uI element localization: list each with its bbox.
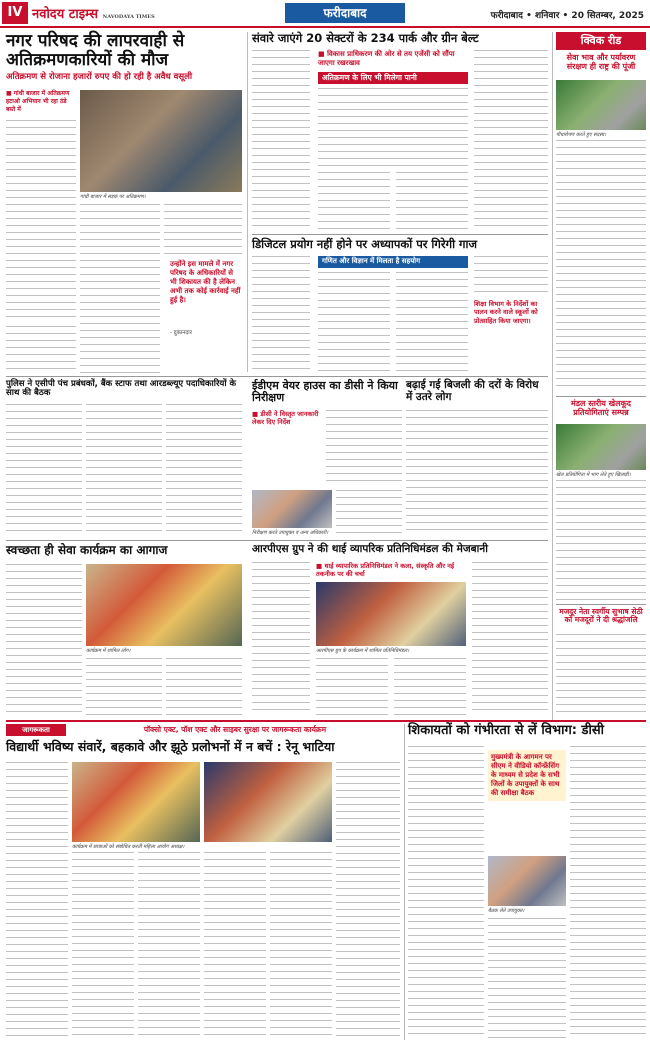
story8-body-col1 [252, 562, 310, 716]
story2-highlight-box: अतिक्रमण के लिए भी मिलेगा पानी [318, 72, 468, 84]
story2-body-col2 [318, 88, 468, 168]
story1-kicker: ■ गांधी बाजार में अतिक्रमण हटाओ अभियान भी रहा ठंडे बस्ते में [6, 90, 76, 113]
story9-photo-caption: कार्यक्रम में छात्राओं को संबोधित करती महिला आयोग अध्यक्ष। [72, 844, 185, 850]
divider [252, 234, 548, 235]
sidebar-story1-headline: सेवा भाव और पर्यावरण संरक्षण ही राष्ट्र की पूंजी [566, 53, 636, 71]
sidebar-story2-headline: मंडल स्तरीय खेलकूद प्रतियोगिताएं सम्पन्न [570, 399, 632, 417]
sidebar-story1-photo [556, 80, 646, 130]
story3-body-col1 [252, 256, 310, 372]
story7-body-col3 [166, 658, 242, 716]
story1-body-col2 [80, 204, 160, 374]
story1-quote: उन्होंने इस मामले में नगर परिषद के अधिकारियों से भी शिकायत की है लेकिन अभी तक कोई कार्रवाई नहीं हुई है। [170, 260, 241, 305]
story3-body-col3 [396, 272, 468, 372]
story1-subhead: अतिक्रमण से रोजाना हजारों रुपए की हो रही है अवैध वसूली [6, 72, 193, 82]
story8-body-col4 [472, 562, 548, 716]
divider [247, 32, 248, 372]
story10-body-col2 [488, 918, 566, 1038]
story1-headline: नगर परिषद की लापरवाही से अतिक्रमणकारियों की मौज [6, 31, 185, 70]
story1-body-col1 [6, 120, 76, 320]
story9-body-col5 [270, 852, 332, 1038]
divider [556, 604, 646, 605]
story6-headline: बढ़ाई गई बिजली की दरों के विरोध में उतरे लोग [406, 379, 539, 403]
bottom-label: जागरूकता [6, 724, 66, 736]
story4-headline: पुलिस ने एसीपी पंच प्रबंधकों, बैंक स्टाफ तथा आरडब्ल्यूए पदाधिकारियों के साथ की बैठक [6, 379, 237, 399]
story1-body-col1b [6, 326, 76, 374]
story9-headline: विद्यार्थी भविष्य संवारें, बहकावे और झूठे प्रलोभनों में न बचें : रेनू भाटिया [6, 739, 335, 754]
sidebar-story2-photo [556, 424, 646, 470]
brand-logo [32, 4, 155, 22]
story3-headline: डिजिटल प्रयोग नहीं होने पर अध्यापकों पर गिरेगी गाज [252, 237, 478, 251]
story10-body-col3 [570, 746, 646, 1038]
story7-photo-caption: कार्यक्रम में शामिल लोग। [86, 648, 131, 654]
story5-headline: ईडीएम वेयर हाउस का डीसी ने किया निरीक्षण [252, 379, 398, 405]
story3-subhead: गणित और विज्ञान में मिलता है सहयोग [318, 256, 468, 268]
sidebar-story3-headline: मजदूर नेता स्वर्गीय सुभाष सेठी को मजदूरों ने दी श्रद्धांजलि [559, 607, 643, 625]
story9-body-col4 [204, 852, 266, 1038]
story7-headline: स्वच्छता ही सेवा कार्यक्रम का आगाज [6, 543, 168, 557]
page-number: IV [2, 2, 28, 24]
story4-body-col1 [6, 404, 82, 536]
story10-quote: मुख्यमंत्री के आगमन पर सीएम ने वीडियो कॉन्फ्रेंसिंग के माध्यम से प्रदेश के सभी जिलों के उपायुक्तों के साथ की समीक्षा बैठक [488, 750, 566, 801]
story8-kicker: ■ थाई व्यापारिक प्रतिनिधिमंडल ने कला, संस्कृति और नई तकनीक पर की चर्चा [316, 562, 466, 579]
story10-photo [488, 856, 566, 906]
story4-body-col2 [86, 404, 162, 536]
story2-body-col4 [396, 172, 468, 230]
story10-photo-caption: बैठक लेते उपायुक्त। [488, 908, 525, 914]
story7-photo [86, 564, 242, 646]
story1-photo [80, 90, 242, 192]
story3-body-col2 [318, 272, 390, 372]
story5-body-col2 [336, 490, 402, 536]
story9-body-col1 [6, 762, 68, 1038]
story5-body-col1 [326, 410, 402, 486]
story4-body-col3 [166, 404, 242, 536]
divider [556, 396, 646, 397]
story7-body-col1 [6, 564, 82, 716]
story9-body-col3 [138, 852, 200, 1038]
edition-label: फरीदाबाद [285, 3, 405, 23]
story8-body-col2 [316, 658, 388, 716]
story10-body-col1 [408, 746, 484, 1038]
story6-body [406, 410, 548, 536]
story8-headline: आरपीएस ग्रुप ने की थाई व्यापरिक प्रतिनिधिमंडल की मेजबानी [252, 543, 488, 555]
sidebar-header: क्विक रीड [556, 32, 646, 50]
story9-photo [72, 762, 200, 842]
sidebar-story1-body [556, 140, 646, 392]
sidebar-story2-caption: खेल प्रतियोगिता में भाग लेते हुए खिलाड़ी। [556, 472, 631, 478]
story2-headline: संवारे जाएंगे 20 सेक्टरों के 234 पार्क और ग्रीन बेल्ट [252, 31, 479, 45]
story9-body-col6 [336, 762, 400, 1038]
dateline: फरीदाबाद • शनिवार • 20 सितम्बर, 2025 [490, 11, 644, 21]
divider [552, 32, 553, 720]
story5-kicker: ■ डीसी ने विस्तृत जानकारी लेकर दिए निर्देश [252, 410, 322, 427]
story2-body-col5 [474, 50, 548, 230]
story1-photo-caption: गांधी बाजार में सड़क पर अतिक्रमण। [80, 194, 146, 200]
sidebar-story2-body [556, 480, 646, 600]
story9-photo2 [204, 762, 332, 842]
brand-name-small: NAVODAYA TIMES [102, 14, 155, 20]
brand-name: नवोदय टाइम्स [32, 7, 99, 22]
story1-quote-by: - दुकानदार [170, 330, 192, 336]
story8-photo-caption: आरपीएस ग्रुप के कार्यक्रम में शामिल प्रतिनिधिमंडल। [316, 648, 410, 654]
story5-photo [252, 490, 332, 528]
story5-photo-caption: निरीक्षण करते उपायुक्त व अन्य अधिकारी। [252, 530, 329, 536]
story2-subhead: ■ विकास प्राधिकरण की ओर से तय एजेंसी को सौंपा जाएगा रखरखाव [318, 50, 468, 68]
story2-body-col3 [318, 172, 390, 230]
story8-photo [316, 582, 466, 646]
divider [6, 540, 548, 541]
story8-body-col3 [394, 658, 466, 716]
story10-headline: शिकायतों को गंभीरता से लें विभाग: डीसी [408, 723, 604, 738]
sidebar-story1-caption: पौधारोपण करते हुए सदस्य। [556, 132, 606, 138]
story9-body-col2 [72, 852, 134, 1038]
story7-body-col2 [86, 658, 162, 716]
story2-body-col1 [252, 50, 310, 230]
sidebar-story3-body [556, 634, 646, 716]
divider [6, 720, 646, 722]
story3-body-col4 [474, 256, 548, 296]
story1-body-col3 [164, 204, 242, 254]
divider [404, 724, 405, 1040]
divider [6, 376, 548, 377]
bottom-banner: पॉक्सो एक्ट, पॉश एक्ट और साइबर सुरक्षा पर जागरूकता कार्यक्रम [143, 725, 327, 734]
story3-quote: शिक्षा विभाग के निर्देशों का पालन करने वाले स्कूलों को प्रोत्साहित किया जाएगा। [474, 300, 538, 325]
